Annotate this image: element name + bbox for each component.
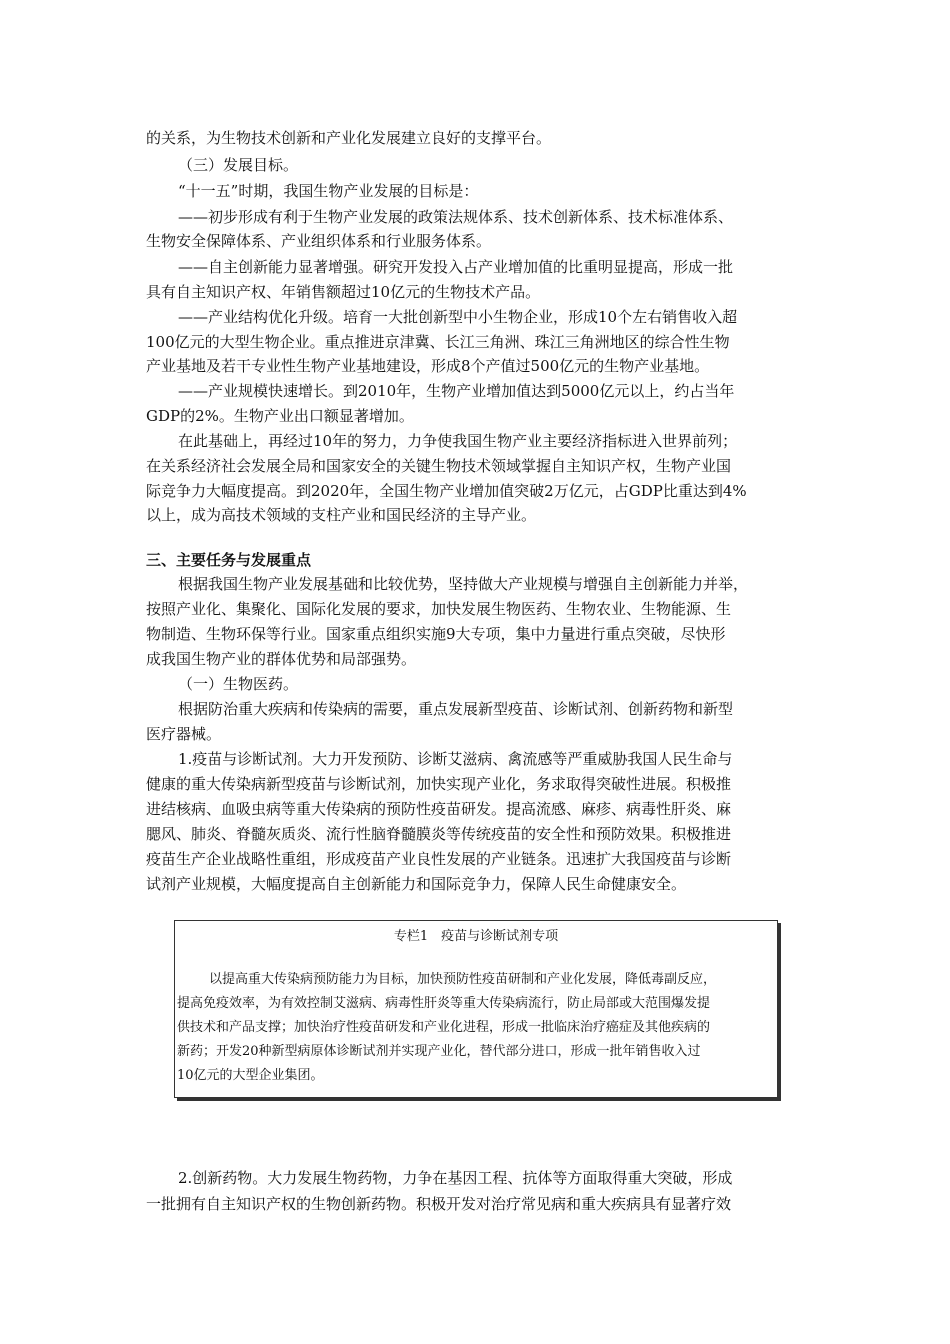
paragraph-line: 按照产业化、集聚化、国际化发展的要求，加快发展生物医药、生物农业、生物能源、生 [146,600,732,618]
box-text-line: 新药；开发20种新型病原体诊断试剂并实现产业化，替代部分进口，形成一批年销售收入过 [177,1044,701,1059]
paragraph-line: ——自主创新能力显著增强。研究开发投入占产业增加值的比重明显提高，形成一批 [178,258,734,276]
paragraph-line: 进结核病、血吸虫病等重大传染病的预防性疫苗研发。提高流感、麻疹、病毒性肝炎、麻 [146,800,732,818]
paragraph-line: 健康的重大传染病新型疫苗与诊断试剂，加快实现产业化，务求取得突破性进展。积极推 [146,775,732,793]
paragraph-line: 物制造、生物环保等行业。国家重点组织实施9大专项，集中力量进行重点突破，尽快形 [146,625,726,643]
paragraph-line: 根据我国生物产业发展基础和比较优势，坚持做大产业规模与增强自主创新能力并举， [178,575,749,593]
paragraph-line: 疫苗生产企业战略性重组，形成疫苗产业良性发展的产业链条。迅速扩大我国疫苗与诊断 [146,850,732,868]
paragraph-line: 试剂产业规模，大幅度提高自主创新能力和国际竞争力，保障人民生命健康安全。 [146,875,687,893]
paragraph-line: 产业基地及若干专业性生物产业基地建设，形成8个产值过500亿元的生物产业基地。 [146,357,710,375]
box-title: 专栏1 疫苗与诊断试剂专项 [393,929,559,944]
paragraph-line: “十一五”时期，我国生物产业发展的目标是： [178,182,479,200]
paragraph-line: 1.疫苗与诊断试剂。大力开发预防、诊断艾滋病、禽流感等严重威胁我国人民生命与 [178,750,733,768]
paragraph-line: 成我国生物产业的群体优势和局部强势。 [146,650,417,668]
paragraph-line: 际竞争力大幅度提高。到2020年，全国生物产业增加值突破2万亿元，占GDP比重达到4% [146,482,747,500]
paragraph-line: 2.创新药物。大力发展生物药物，力争在基因工程、抗体等方面取得重大突破，形成 [178,1169,733,1187]
paragraph-line: 的关系，为生物技术创新和产业化发展建立良好的支撑平台。 [146,129,552,147]
box-text-line: 供技术和产品支撑；加快治疗性疫苗研发和产业化进程，形成一批临床治疗癌症及其他疾病的 [177,1020,711,1035]
paragraph-line: 在此基础上，再经过10年的努力，力争使我国生物产业主要经济指标进入世界前列； [178,432,738,450]
paragraph-line: ——产业结构优化升级。培育一大批创新型中小生物企业，形成10个左右销售收入超 [178,308,738,326]
paragraph-line: GDP的2%。生物产业出口额显著增加。 [146,407,414,425]
box-text-line: 以提高重大传染病预防能力为目标，加快预防性疫苗研制和产业化发展，降低毒副反应， [209,972,717,987]
box-text-line: 提高免疫效率，为有效控制艾滋病、病毒性肝炎等重大传染病流行，防止局部或大范围爆发提 [177,996,711,1011]
paragraph-line: 根据防治重大疾病和传染病的需要，重点发展新型疫苗、诊断试剂、创新药物和新型 [178,700,734,718]
subsection-heading: （一）生物医药。 [178,675,299,693]
paragraph-line: 在关系经济社会发展全局和国家安全的关键生物技术领域掌握自主知识产权，生物产业国 [146,457,732,475]
box-text-line: 10亿元的大型企业集团。 [177,1068,324,1083]
paragraph-line: 生物安全保障体系、产业组织体系和行业服务体系。 [146,232,492,250]
section-heading: 三、主要任务与发展重点 [146,551,312,569]
paragraph-line: ——初步形成有利于生物产业发展的政策法规体系、技术创新体系、技术标准体系、 [178,208,734,226]
paragraph-line: 腮风、肺炎、脊髓灰质炎、流行性脑脊髓膜炎等传统疫苗的安全性和预防效果。积极推进 [146,825,732,843]
special-column-box [174,920,778,1098]
paragraph-line: 一批拥有自主知识产权的生物创新药物。积极开发对治疗常见病和重大疾病具有显著疗效 [146,1195,732,1213]
paragraph-line: ——产业规模快速增长。到2010年，生物产业增加值达到5000亿元以上，约占当年 [178,382,735,400]
paragraph-line: 100亿元的大型生物企业。重点推进京津冀、长江三角洲、珠江三角洲地区的综合性生物 [146,333,730,351]
paragraph-line: 具有自主知识产权、年销售额超过10亿元的生物技术产品。 [146,283,541,301]
subsection-heading: （三）发展目标。 [178,156,299,174]
paragraph-line: 医疗器械。 [146,725,222,743]
paragraph-line: 以上，成为高技术领域的支柱产业和国民经济的主导产业。 [146,506,537,524]
